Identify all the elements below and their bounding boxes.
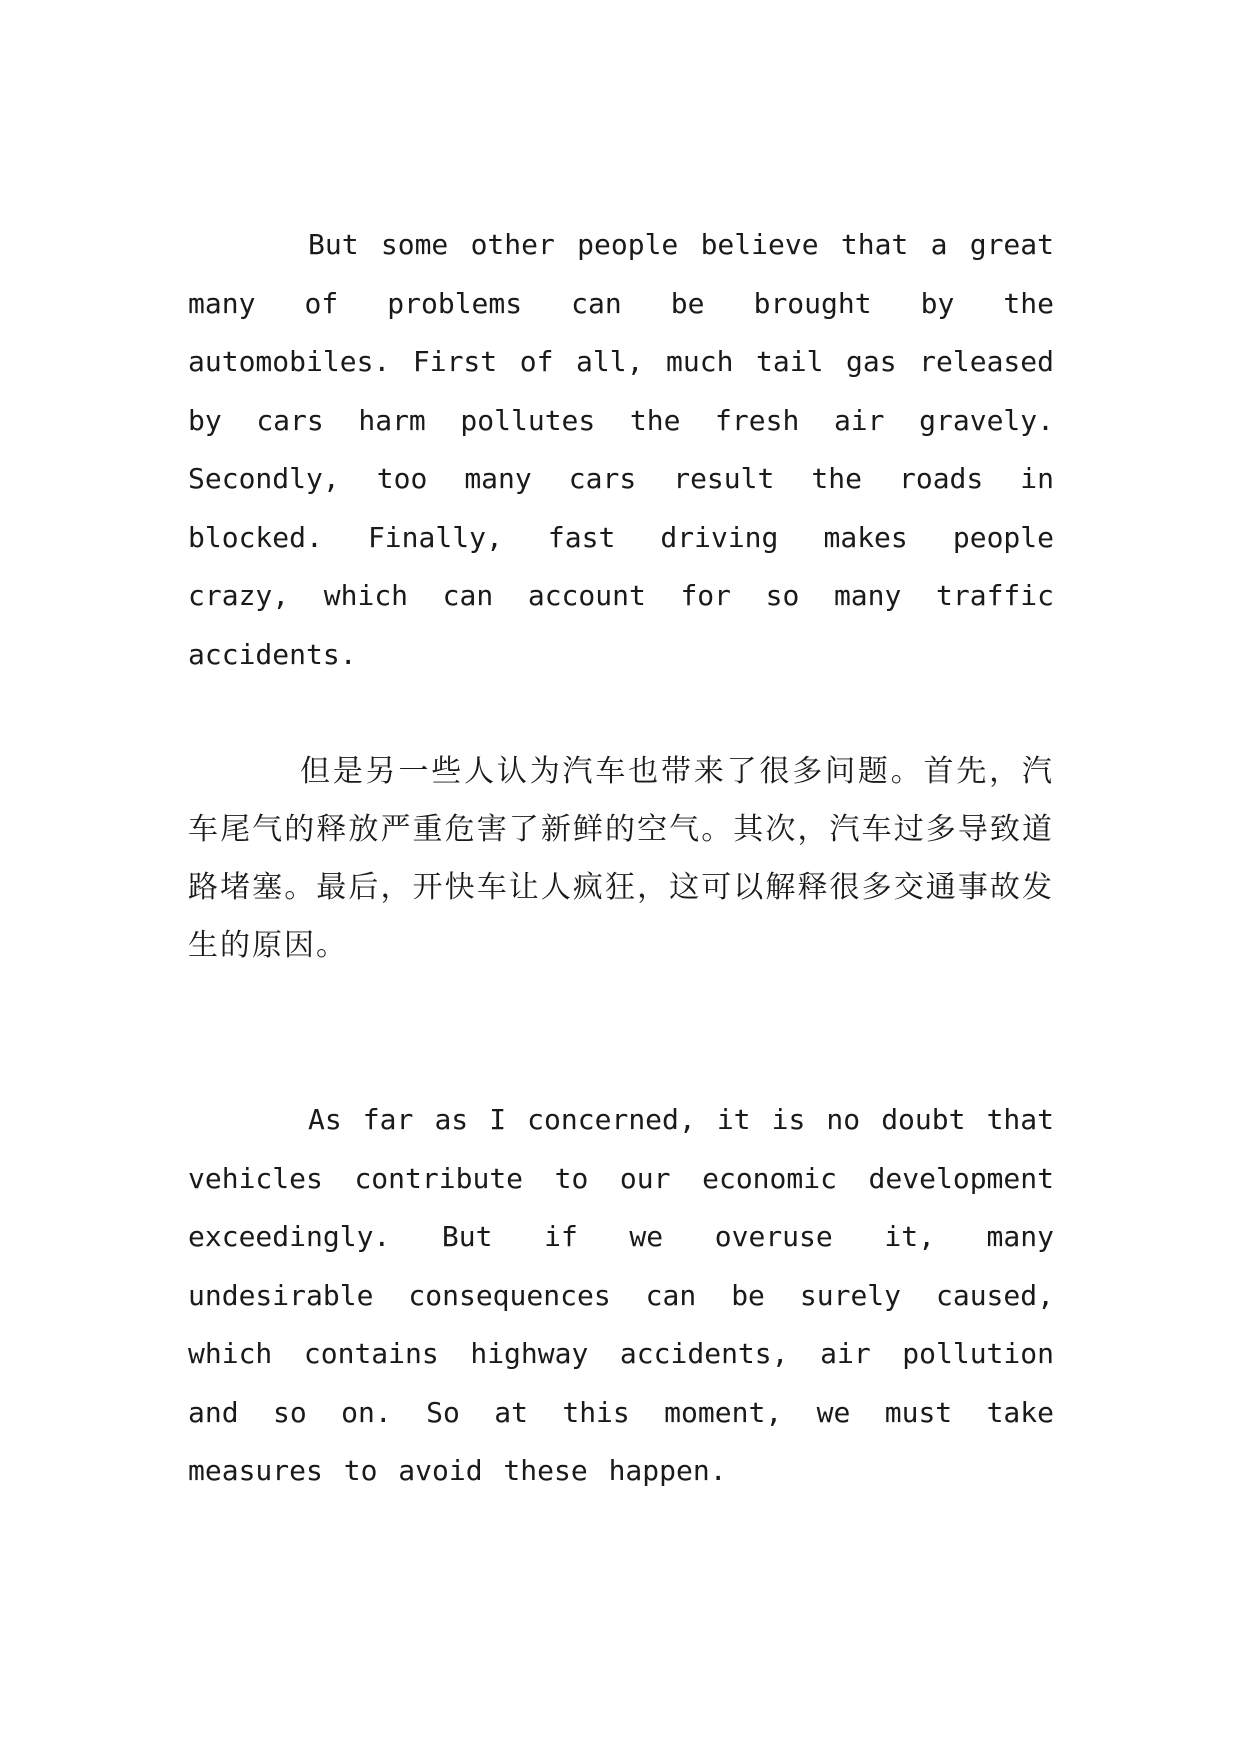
paragraph-chinese-translation: 但是另一些人认为汽车也带来了很多问题。首先，汽车尾气的释放严重危害了新鲜的空气。其次，汽车过多导致道路堵塞。最后，开快车让人疯狂，这可以解释很多交通事故发生的原因。 xyxy=(188,754,1054,963)
paragraph-english-problems: But some other people believe that a great many of problems can be brought by the automobiles. First of all, much tail gas released by cars harm pollutes the fresh air gravely. Secondly, too many cars result the roads in blocked. Finally, fast driving makes people crazy, which can account for so many traffic accidents. xyxy=(188,228,1054,671)
paragraph-english-conclusion: As far as I concerned, it is no doubt that vehicles contribute to our economic development exceedingly. But if we overuse it, many undesirable consequences can be surely caused, which contains highway accidents, air pollution and so on. So at this moment, we must take measures to avoid these happen. xyxy=(188,1103,1054,1487)
